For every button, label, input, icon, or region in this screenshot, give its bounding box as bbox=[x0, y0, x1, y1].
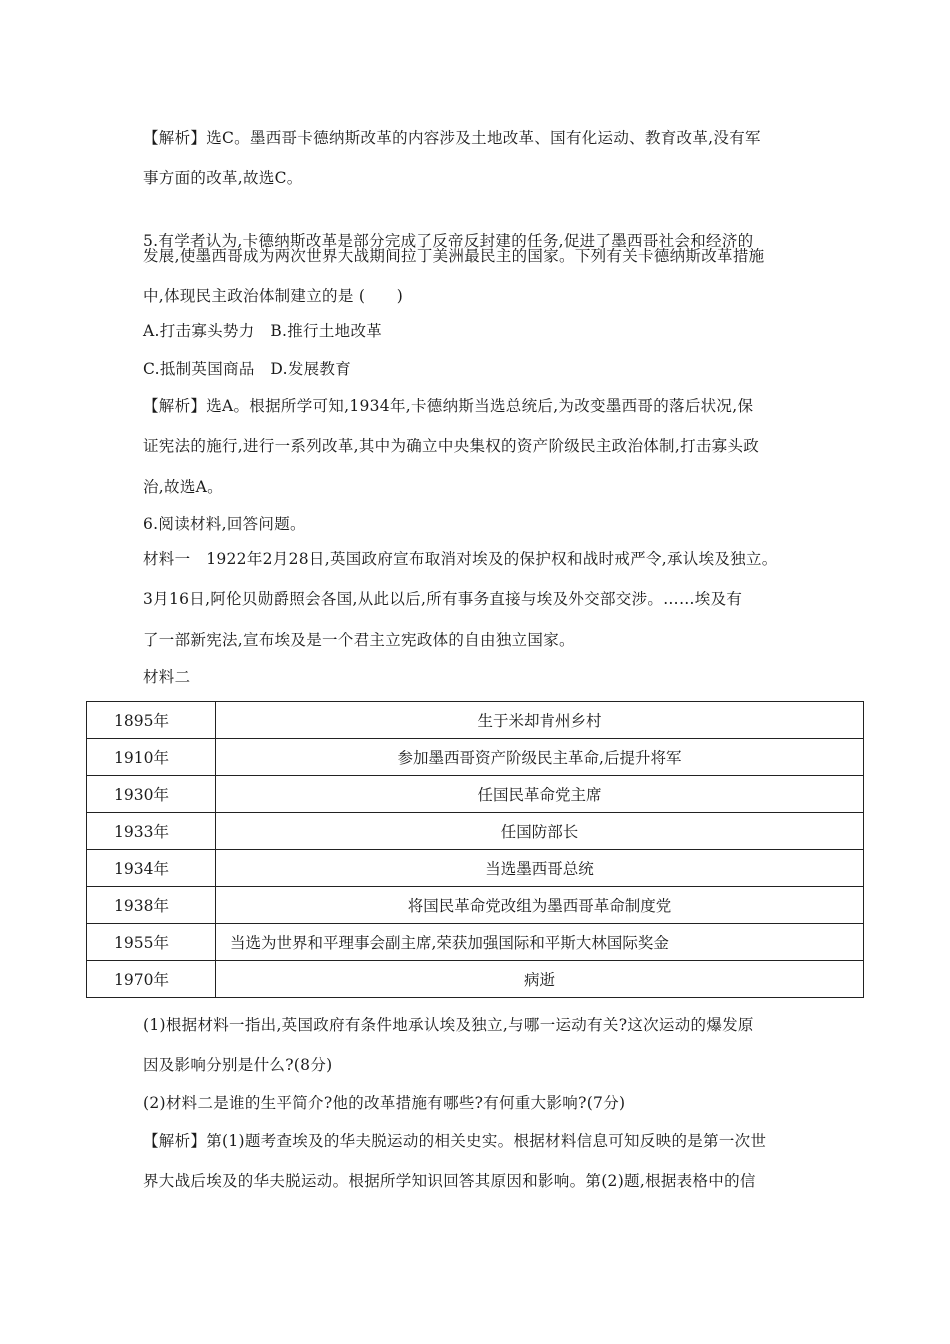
year-cell: 1938年 bbox=[87, 887, 216, 924]
option-c-d: C.抵制英国商品 D.发展教育 bbox=[143, 360, 352, 378]
material-2-label: 材料二 bbox=[143, 668, 191, 686]
event-cell: 当选墨西哥总统 bbox=[216, 850, 864, 887]
subquestion-1-line-2: 因及影响分别是什么?(8分) bbox=[143, 1056, 333, 1074]
table-row bbox=[87, 961, 864, 998]
table-row bbox=[87, 739, 864, 776]
analysis-5-line-1: 【解析】选A。根据所学可知,1934年,卡德纳斯当选总统后,为改变墨西哥的落后状况,保 bbox=[143, 397, 754, 415]
event-cell: 任国民革命党主席 bbox=[216, 776, 864, 813]
year-cell: 1895年 bbox=[87, 702, 216, 739]
analysis-6-line-1: 【解析】第(1)题考查埃及的华夫脱运动的相关史实。根据材料信息可知反映的是第一次世 bbox=[143, 1132, 767, 1150]
event-cell: 任国防部长 bbox=[216, 813, 864, 850]
table-row bbox=[87, 887, 864, 924]
year-cell: 1955年 bbox=[87, 924, 216, 961]
table-row bbox=[87, 702, 864, 739]
table-row bbox=[87, 813, 864, 850]
material-1-line-2: 3月16日,阿伦贝勋爵照会各国,从此以后,所有事务直接与埃及外交部交涉。……埃及有 bbox=[143, 590, 743, 608]
analysis-4-line-1: 【解析】选C。墨西哥卡德纳斯改革的内容涉及土地改革、国有化运动、教育改革,没有军 bbox=[143, 129, 761, 147]
year-cell: 1910年 bbox=[87, 739, 216, 776]
analysis-6-line-2: 界大战后埃及的华夫脱运动。根据所学知识回答其原因和影响。第(2)题,根据表格中的信 bbox=[143, 1172, 756, 1190]
subquestion-1-line-1: (1)根据材料一指出,英国政府有条件地承认埃及独立,与哪一运动有关?这次运动的爆发原 bbox=[143, 1016, 754, 1034]
material-1-line-1: 材料一 1922年2月28日,英国政府宣布取消对埃及的保护权和战时戒严令,承认埃及独立。 bbox=[143, 550, 778, 568]
material-1-line-3: 了一部新宪法,宣布埃及是一个君主立宪政体的自由独立国家。 bbox=[143, 631, 575, 649]
year-cell: 1933年 bbox=[87, 813, 216, 850]
question-6-title: 6.阅读材料,回答问题。 bbox=[143, 515, 306, 533]
year-cell: 1970年 bbox=[87, 961, 216, 998]
table-row bbox=[87, 776, 864, 813]
biography-table bbox=[86, 701, 864, 998]
year-cell: 1930年 bbox=[87, 776, 216, 813]
event-cell: 当选为世界和平理事会副主席,荣获加强国际和平斯大林国际奖金 bbox=[216, 924, 864, 961]
table-row bbox=[87, 850, 864, 887]
question-5-line-2: 发展,使墨西哥成为两次世界大战期间拉丁美洲最民主的国家。下列有关卡德纳斯改革措施 bbox=[143, 247, 765, 265]
table-row bbox=[87, 924, 864, 961]
analysis-5-line-2: 证宪法的施行,进行一系列改革,其中为确立中央集权的资产阶级民主政治体制,打击寡头政 bbox=[143, 437, 760, 455]
event-cell: 病逝 bbox=[216, 961, 864, 998]
analysis-5-line-3: 治,故选A。 bbox=[143, 478, 223, 496]
event-cell: 参加墨西哥资产阶级民主革命,后提升将军 bbox=[216, 739, 864, 776]
event-cell: 将国民革命党改组为墨西哥革命制度党 bbox=[216, 887, 864, 924]
analysis-4-line-2: 事方面的改革,故选C。 bbox=[143, 169, 303, 187]
option-a-b: A.打击寡头势力 B.推行土地改革 bbox=[143, 322, 383, 340]
event-cell: 生于米却肯州乡村 bbox=[216, 702, 864, 739]
year-cell: 1934年 bbox=[87, 850, 216, 887]
subquestion-2: (2)材料二是谁的生平简介?他的改革措施有哪些?有何重大影响?(7分) bbox=[143, 1094, 626, 1112]
question-5-line-1: 5.有学者认为,卡德纳斯改革是部分完成了反帝反封建的任务,促进了墨西哥社会和经济的 bbox=[143, 232, 754, 250]
question-5-line-3: 中,体现民主政治体制建立的是 ( ) bbox=[143, 287, 404, 305]
